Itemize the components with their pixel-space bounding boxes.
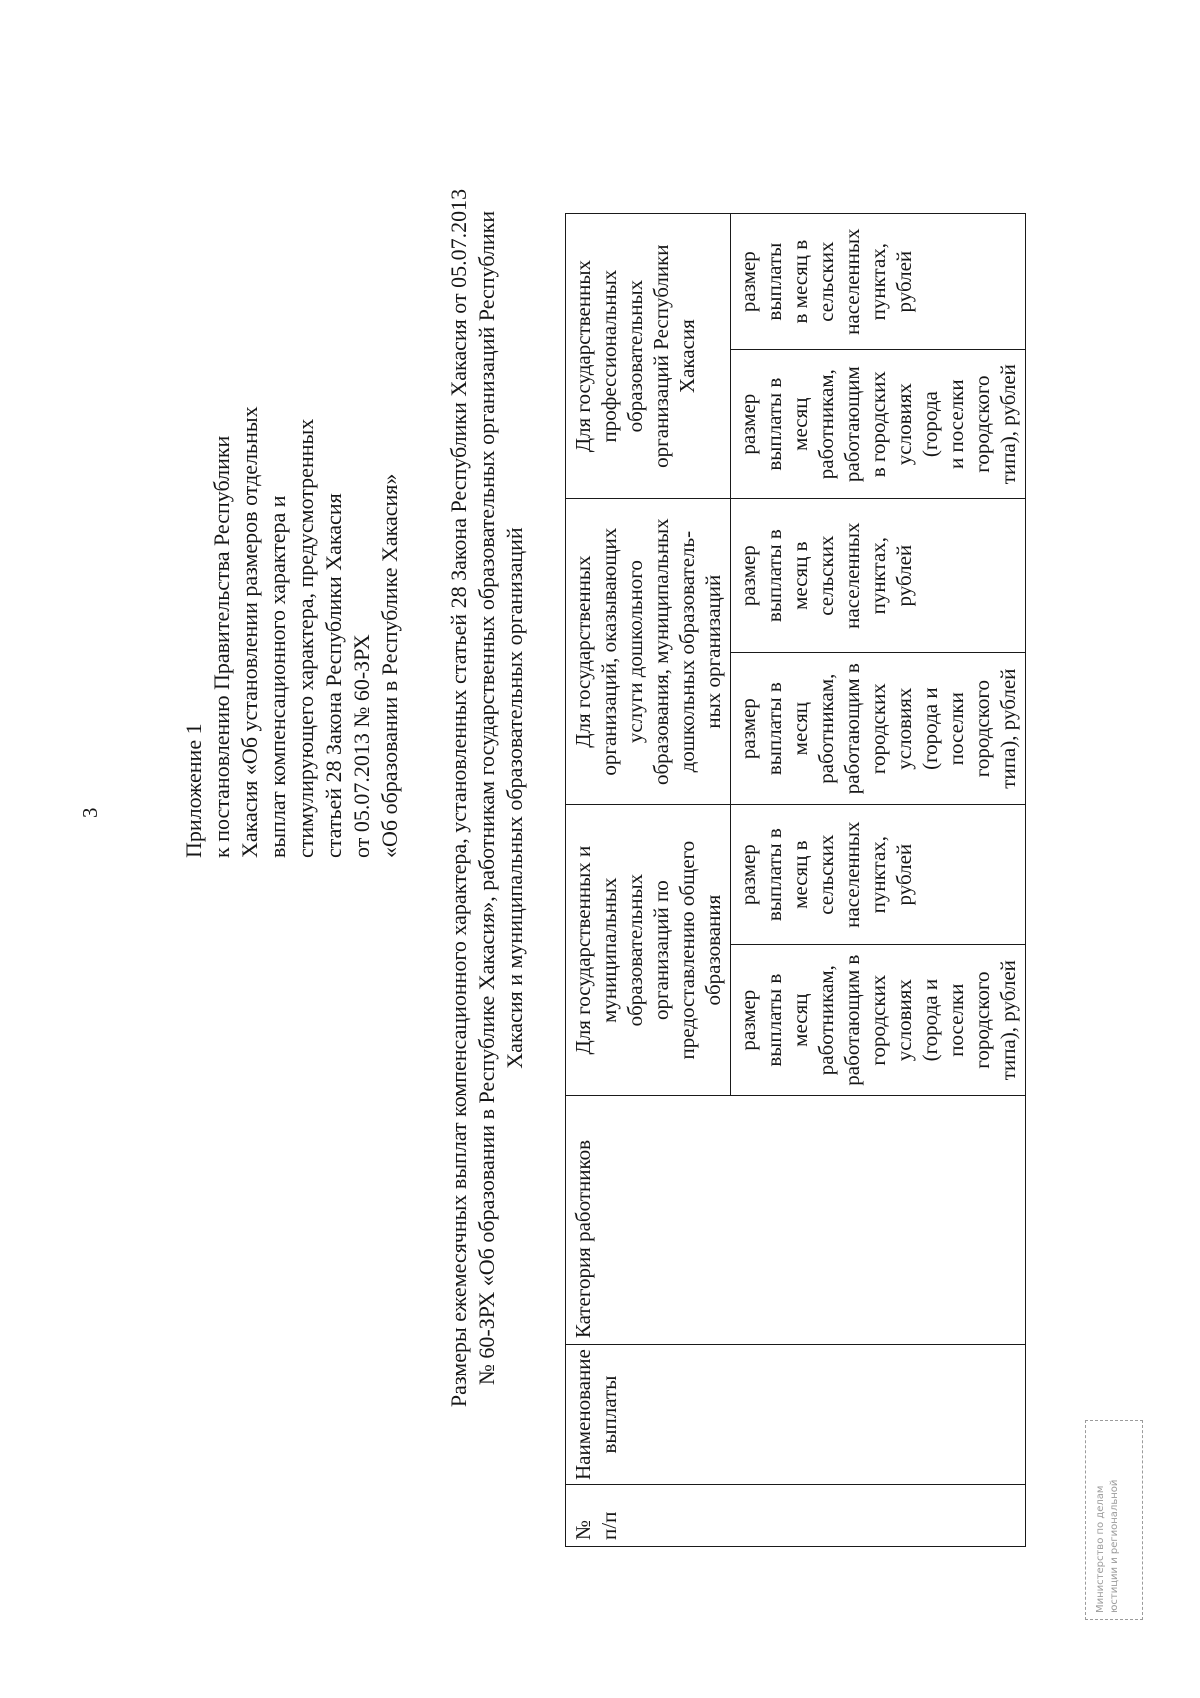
subheader-professional-urban (731, 350, 1026, 499)
cell-text-line: городского (970, 375, 994, 473)
document-heading (445, 148, 529, 1448)
cell-text-line: сельских (814, 241, 838, 322)
cell-text-line: месяц (788, 701, 812, 756)
cell-text-line: работникам, (814, 965, 838, 1076)
cell-text-line: (города и (918, 978, 942, 1062)
cell-text-line: месяц в (788, 541, 812, 610)
header-group-preschool (566, 499, 731, 805)
header-payment-name (566, 1345, 1026, 1485)
cell-text-line: (города и (918, 687, 942, 770)
cell-text-line: п/п (597, 1511, 621, 1540)
cell-text-line: размер (736, 844, 760, 906)
cell-text-line: Для государственных и (571, 845, 595, 1055)
cell-text-line: выплаты в (762, 828, 786, 922)
heading-line: № 60-ЗРХ «Об образовании в Республике Хакасия», работникам государственных образовательных организаций Республики (474, 210, 499, 1386)
appendix-line: статьей 28 Закона Республики Хакасия (321, 493, 346, 858)
subheader-general-urban (731, 945, 1026, 1096)
cell-text-line: образования, муниципальных (649, 518, 673, 785)
cell-text-line: размер (736, 989, 760, 1051)
cell-text-line: населенных (840, 821, 864, 928)
cell-text-line: организаций, оказывающих (597, 527, 621, 776)
cell-text-line: работающим в (840, 663, 864, 795)
cell-text-line: выплаты в (762, 377, 786, 471)
cell-text-line: выплаты (597, 1375, 621, 1454)
stamp-line: Министерство по делам (1095, 1485, 1106, 1613)
registration-stamp (1085, 1420, 1143, 1620)
cell-text-line: работникам, (814, 369, 838, 480)
cell-text-line: образовательных (623, 873, 647, 1027)
cell-text-line: размер (736, 393, 760, 455)
cell-text-line: городских (866, 683, 890, 775)
header-group-professional (566, 214, 731, 499)
cell-text-line: в городских (866, 371, 890, 478)
cell-text-line: условиях (892, 687, 916, 770)
cell-text-line: условиях (892, 383, 916, 466)
subheader-professional-rural (731, 214, 1026, 350)
cell-text-line: образования (701, 894, 725, 1006)
appendix-line: Хакасия «Об установлении размеров отдельных (237, 406, 262, 858)
cell-text-line: месяц в (788, 840, 812, 909)
cell-text-line: размер (736, 545, 760, 607)
cell-text-line: типа), рублей (996, 668, 1020, 789)
cell-text-line: рублей (892, 250, 916, 313)
cell-text-line: пунктах, (866, 242, 890, 321)
cell-text-line: Категория работников (571, 1139, 595, 1339)
table-header-row (566, 214, 731, 1547)
cell-text-line: ных организаций (701, 574, 725, 729)
appendix-line: «Об образовании в Республике Хакасия» (377, 473, 402, 858)
cell-text-line: выплаты в (762, 529, 786, 623)
cell-text-line: пунктах, (866, 536, 890, 615)
cell-text-line: городского (970, 971, 994, 1069)
cell-text-line: поселки (944, 692, 968, 766)
header-group-general-education (566, 805, 731, 1096)
cell-text-line: выплаты в (762, 682, 786, 776)
cell-text-line: месяц (788, 397, 812, 451)
subheader-preschool-urban (731, 653, 1026, 805)
appendix-line: выплат компенсационного характера и (265, 495, 290, 858)
cell-text-line: предоставлению общего (675, 840, 699, 1060)
cell-text-line: населенных (840, 228, 864, 335)
cell-text-line: Для государственных (571, 555, 595, 748)
cell-text-line: поселки (944, 983, 968, 1057)
cell-text-line: № (571, 1519, 595, 1540)
cell-text-line: Для государственных (571, 260, 595, 453)
stamp-line: юстиции и региональной (1109, 1479, 1120, 1613)
cell-text-line: работникам, (814, 673, 838, 784)
cell-text-line: выплаты (762, 242, 786, 321)
cell-text-line: типа), рублей (996, 960, 1020, 1081)
cell-text-line: выплаты в (762, 973, 786, 1067)
appendix-note (180, 158, 404, 858)
cell-text-line: организаций Республики (649, 244, 673, 468)
cell-text-line: муниципальных (597, 877, 621, 1023)
cell-text-line: дошкольных образователь- (675, 530, 699, 773)
cell-text-line: рублей (892, 544, 916, 607)
heading-line: Хакасия и муниципальных образовательных организаций (502, 527, 527, 1069)
cell-text-line: работающим (840, 366, 864, 483)
subheader-preschool-rural (731, 499, 1026, 653)
cell-text-line: размер (736, 251, 760, 313)
cell-text-line: Наименование (571, 1349, 595, 1480)
cell-text-line: типа), рублей (996, 364, 1020, 485)
appendix-line: к постановлению Правительства Республики (209, 435, 234, 858)
cell-text-line: месяц (788, 993, 812, 1047)
cell-text-line: услуги дошкольного (623, 560, 647, 744)
cell-text-line: организаций по (649, 880, 673, 1021)
cell-text-line: населенных (840, 522, 864, 629)
cell-text-line: размер (736, 698, 760, 760)
header-worker-category (566, 1096, 1026, 1345)
cell-text-line: и поселки (944, 379, 968, 469)
page-number: 3 (78, 807, 102, 818)
cell-text-line: городских (866, 974, 890, 1066)
cell-text-line: в месяц в (788, 239, 812, 324)
payments-table (565, 213, 1026, 1547)
subheader-general-rural (731, 805, 1026, 945)
cell-text-line: пунктах, (866, 835, 890, 914)
cell-text-line: рублей (892, 843, 916, 906)
cell-text-line: сельских (814, 834, 838, 915)
appendix-line: от 05.07.2013 № 60-ЗРХ (349, 634, 374, 858)
heading-line: Размеры ежемесячных выплат компенсационного характера, установленных статьей 28 Закона Республики Хакасия от 05.07.2013 (446, 188, 471, 1408)
cell-text-line: сельских (814, 535, 838, 616)
appendix-line: Приложение 1 (181, 723, 206, 858)
cell-text-line: профессиональных (597, 269, 621, 443)
cell-text-line: образовательных (623, 279, 647, 433)
cell-text-line: работающим в (840, 954, 864, 1086)
cell-text-line: Хакасия (675, 319, 699, 394)
cell-text-line: городского (970, 680, 994, 778)
cell-text-line: (города (918, 391, 942, 458)
appendix-line: стимулирующего характера, предусмотренных (293, 418, 318, 858)
cell-text-line: условиях (892, 979, 916, 1062)
header-number (566, 1485, 1026, 1547)
